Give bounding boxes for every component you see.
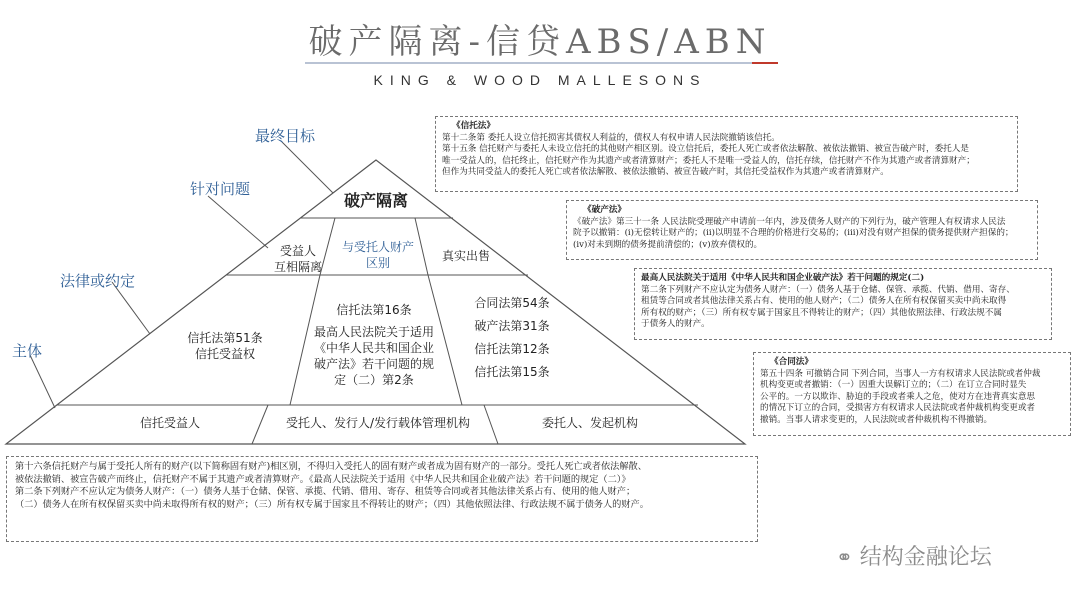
note-line: 于债务人的财产。	[641, 319, 710, 330]
note-line: 《破产法》第三十一条 人民法院受理破产申请前一年内，涉及债务人财产的下列行为，破产管理人有权请求人民法	[573, 216, 1006, 227]
side-label-subject: 主体	[12, 342, 43, 360]
tier3-middle-b: 最高人民法院关于适用 《中华人民共和国企业 破产法》若干问题的规 定（二）第2条	[313, 325, 434, 387]
note-line: 租赁等合同或者其他法律关系占有、使用的他人财产；（二）债务人在所有权保留买卖中尚未取得	[641, 296, 1007, 307]
page-subtitle: KING & WOOD MALLESONS	[373, 72, 707, 88]
side-label-problem: 针对问题	[190, 180, 251, 198]
tier4-middle: 受托人、发行人/发行载体管理机构	[285, 416, 471, 430]
note-line: 第十五条 信托财产与委托人未设立信托的其他财产相区别。设立信托后，委托人死亡或者依法解散、被依法撤销、被宣告破产时，委托人是	[442, 144, 969, 155]
tier2-left: 受益人 互相隔离	[273, 244, 322, 274]
tier4-right: 委托人、发起机构	[541, 416, 638, 430]
note-trust-law	[435, 116, 1018, 192]
pyramid-top-label: 破产隔离	[343, 191, 408, 210]
note-line: 但作为共同受益人的委托人死亡或者依法解散、被依法撤销、被宣告破产时，其信托受益权作为其遗产或者清算财产。	[442, 167, 889, 178]
bottom-note-line: 第十六条信托财产与属于受托人所有的财产(以下简称固有财产)相区别，不得归入受托人的固有财产或者成为固有财产的一部分。受托人死亡或者依法解散、	[15, 461, 647, 472]
leader-problem	[208, 196, 268, 248]
divider-t4-left	[252, 405, 268, 444]
tier2-right: 真实出售	[441, 249, 490, 263]
leader-goal	[282, 142, 333, 193]
note-bankruptcy-law	[566, 200, 1038, 260]
bottom-note-line: （二）债务人在所有权保留买卖中尚未取得所有权的财产；（三）所有权专属于国家且不得转让的财产；（四）其他依照法律、行政法规不属于债务人的财产。	[15, 498, 649, 510]
note-line: 机构变更或者撤销：（一）因重大误解订立的；（二）在订立合同时显失	[760, 380, 1027, 391]
note-line: 第十二条第 委托人设立信托损害其债权人利益的，债权人有权申请人民法院撤销该信托。	[442, 132, 780, 143]
note-line: 公平的。一方以欺诈、胁迫的手段或者乘人之危，使对方在违背真实意思	[760, 391, 1036, 402]
bottom-note	[6, 456, 758, 542]
watermark	[836, 540, 992, 571]
note-line: 第二条下列财产不应认定为债务人财产：（一）债务人基于仓储、保管、承揽、代销、借用、寄存、	[641, 284, 1015, 295]
note-spc-title: 最高人民法院关于适用《中华人民共和国企业破产法》若干问题的规定(二)	[641, 273, 925, 283]
note-trust-law-title: 《信托法》	[452, 121, 495, 131]
side-label-goal: 最终目标	[255, 127, 316, 145]
note-line: 第五十四条 可撤销合同 下列合同，当事人一方有权请求人民法院或者仲裁	[760, 368, 1041, 379]
note-spc-interpretation	[634, 268, 1052, 340]
tier3-left: 信托法第51条 信托受益权	[187, 331, 263, 361]
note-line: 唯一受益人的，信托终止，信托财产作为其遗产或者清算财产；委托人不是唯一受益人的，信托存续，信托财产不作为其遗产或者清算财产；	[442, 155, 975, 166]
tier3-right: 合同法第54条 破产法第31条 信托法第12条 信托法第15条	[474, 296, 550, 379]
note-line: 所有权的财产；（三）所有权专属于国家且不得转让的财产；（四）其他依照法律、行政法规不属	[641, 307, 1002, 318]
note-line: (iv)对未到期的债务提前清偿的；(v)放弃债权的。	[573, 239, 763, 250]
leader-subject	[30, 355, 55, 408]
note-contract-law	[753, 352, 1071, 436]
note-contract-law-title: 《合同法》	[770, 357, 813, 367]
wechat-icon: ⚭	[836, 545, 853, 569]
tier4-left: 信托受益人	[139, 416, 200, 430]
bottom-note-line: 被依法撤销、被宣告破产而终止，信托财产不属于其遗产或者清算财产。《最高人民法院关于适用《中华人民共和国企业破产法》若干问题的规定（二）》	[15, 473, 631, 485]
note-line: 院予以撤销：(i)无偿转让财产的；(ii)以明显不合理的价格进行交易的；(iii)对没有财产担保的债务提供财产担保的；	[573, 228, 1014, 239]
note-line: 撤销。当事人请求变更的，人民法院或者仲裁机构不得撤销。	[760, 414, 993, 425]
bottom-note-line: 第二条下列财产不应认定为债务人财产：（一）债务人基于仓储、保管、承揽、代销、借用、寄存、租赁等合同或者其他法律关系占有、使用的他人财产；	[15, 486, 636, 497]
watermark-text: 结构金融论坛	[859, 545, 992, 570]
tier3-middle-a: 信托法第16条	[336, 303, 412, 317]
tier2-middle: 与受托人财产 区别	[341, 240, 414, 270]
note-bankruptcy-law-title: 《破产法》	[583, 205, 626, 215]
page-title: 破产隔离-信贷ABS/ABN	[308, 22, 772, 62]
note-line: 的情况下订立的合同，受损害方有权请求人民法院或者仲裁机构变更或者	[760, 403, 1036, 414]
side-label-law: 法律或约定	[60, 272, 136, 290]
